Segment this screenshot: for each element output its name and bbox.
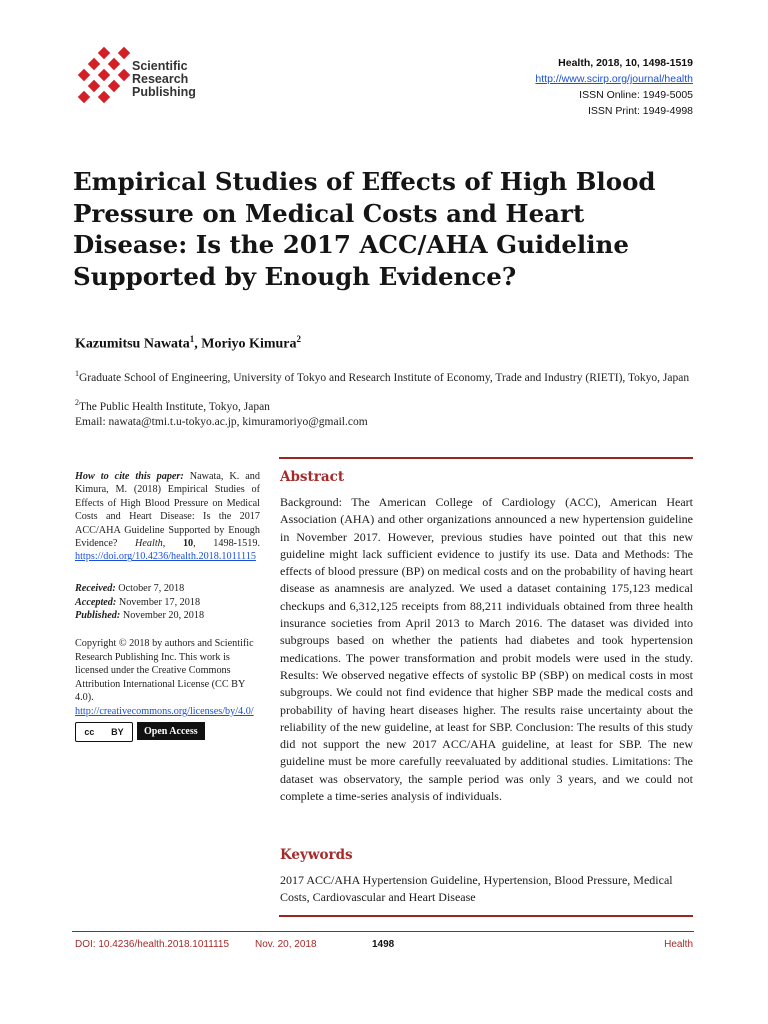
cite-doi-link[interactable]: https://doi.org/10.4236/health.2018.1011115 [75, 551, 256, 563]
affiliation-1 [75, 366, 695, 386]
author-affiliation-marker: 2 [296, 334, 301, 344]
received-label: Received: [75, 583, 116, 594]
page-number: 1498 [372, 939, 395, 950]
logo-diamond [88, 58, 100, 70]
logo-diamond-mark [78, 47, 130, 103]
citation-box: How to cite this paper: Nawata, K. and Kimura, M. (2018) Empirical Studies of Effects of High Blood Pressure on Medical Costs and Heart Disease: Is the 2017 ACC/AHA Guideline Supported by Enough Evidence? Health, 10, 1498-1519. https://doi.org/10.4236/health.2018.1011115 [75, 471, 260, 563]
issn-online: ISSN Online: 1949-5005 [579, 89, 693, 101]
footer-date: Nov. 20, 2018 [255, 939, 317, 950]
by-icon: BY [111, 727, 124, 737]
author-name: Moriyo Kimura [201, 336, 297, 352]
logo-diamond [78, 69, 90, 81]
logo-diamond [78, 91, 90, 103]
published-date: November 20, 2018 [122, 610, 205, 622]
keywords-bottom-rule [279, 915, 693, 917]
license-link[interactable]: http://creativecommons.org/licenses/by/4.0/ [75, 705, 254, 717]
license-notice [75, 637, 265, 719]
keywords-text: 2017 ACC/AHA Hypertension Guideline, Hypertension, Blood Pressure, Medical Costs, Cardiovascular and Heart Disease [280, 873, 673, 905]
affiliation-2 [75, 398, 270, 413]
logo-diamond [118, 47, 130, 59]
logo-diamond [98, 91, 110, 103]
received-date: October 7, 2018 [118, 583, 185, 594]
cite-label: How to cite this paper: [75, 471, 184, 482]
keywords-heading: Keywords [280, 847, 353, 863]
paper-title: Empirical Studies of Effects of High Blood Pressure on Medical Costs and Heart Disease: Is the 2017 ACC/AHA Guideline Supported by Enough Evidence? [73, 167, 656, 291]
logo-diamond [98, 47, 110, 59]
affiliation-marker: 1 [75, 369, 79, 378]
author-name: Kazumitsu Nawata [75, 336, 190, 352]
logo-diamond [108, 80, 120, 92]
issn-print: ISSN Print: 1949-4998 [587, 105, 693, 117]
accepted-date: November 17, 2018 [118, 596, 201, 608]
footer-journal: Health [664, 939, 693, 950]
affiliation-text: Graduate School of Engineering, University of Tokyo and Research Institute of Economy, Trade and Industry (RIETI), Tokyo, Japan [79, 371, 690, 384]
affiliation-text: The Public Health Institute, Tokyo, Japan [79, 400, 270, 413]
publication-dates [75, 582, 265, 623]
author-list: Kazumitsu Nawata$^1$, Moriyo Kimura$^2$ [75, 334, 301, 352]
logo-diamond [118, 69, 130, 81]
abstract-top-rule [279, 457, 693, 459]
publisher-name [132, 60, 196, 99]
publisher-name-line: Publishing [132, 85, 196, 99]
abstract-text: Background: The American College of Cardiology (ACC), American Heart Association (AHA) and other organizations announced a new hypertension guideline in November 2017. However, previous studies have pointed out that this new guideline might lack sufficient evidence to justify its use. Data and Methods: The effects of blood pressure (BP) on medical costs and on the probability of having heart disease as anamnesis are analyzed. We used a dataset containing 175,123 medical checkups and 6,312,125 receipts from 88,211 individuals obtained from three health insurance societies from April 2013 to March 2016. The dataset was divided into subgroups based on whether the patients had diabetes and took hypertension medications. The power transformation and probit models were used in the study. Results: We observed negative effects of systolic BP (SBP) on medical costs in most subgroups. We could not find evidence that higher SBP made the medical costs and probability of having heart diseases higher. The results raise uncertainty about the reliability of the new guideline, at least for SBP. Conclusion: The results of this study did not support the new 2017 ACC/AHA guideline, at least for SBP. The new guideline must be more carefully reevaluated by additional studies. Limitations: The dataset was observatory, the sample period was only 3 years, and we could not complete a time-series analysis of individuals. [280, 495, 693, 804]
cite-volume: 10 [182, 538, 194, 550]
logo-diamond [98, 69, 110, 81]
cite-pages: , 1498-1519. [193, 538, 260, 550]
published-label: Published: [75, 610, 121, 622]
journal-citation: Health, 2018, 10, 1498-1519 [558, 57, 693, 69]
abstract-heading: Abstract [280, 469, 345, 485]
logo-diamond [108, 58, 120, 70]
footer-doi: DOI: 10.4236/health.2018.1011115 [75, 939, 230, 950]
license-badges [75, 722, 205, 742]
accepted-label: Accepted: [75, 596, 117, 608]
cc-by-badge[interactable] [75, 722, 133, 742]
affiliation-marker: 2 [75, 398, 79, 407]
footer-rule [72, 931, 694, 932]
cite-journal: Health [135, 538, 163, 550]
open-access-badge: Open Access [137, 722, 205, 740]
cite-text: Nawata, K. and Kimura, M. (2018) Empirical Studies of Effects of High Blood Pressure on Medical Costs and Heart Disease: Is the 2017 ACC/AHA Guideline Supported by Enough Evidence? [75, 471, 260, 550]
publisher-name-line: Scientific [132, 59, 188, 73]
author-affiliation-marker: 1 [189, 334, 195, 344]
journal-header [535, 55, 693, 119]
publisher-name-line: Research [132, 72, 189, 86]
license-text: Copyright © 2018 by authors and Scientific Research Publishing Inc. This work is licensed under the Creative Commons Attribution International License (CC BY 4.0). [75, 638, 254, 704]
logo-diamond [88, 80, 100, 92]
cc-icon: cc [84, 727, 95, 737]
journal-url-link[interactable]: http://www.scirp.org/journal/health [535, 73, 693, 85]
author-email[interactable]: Email: nawata@tmi.t.u-tokyo.ac.jp, kimuramoriyo@gmail.com [75, 416, 368, 428]
